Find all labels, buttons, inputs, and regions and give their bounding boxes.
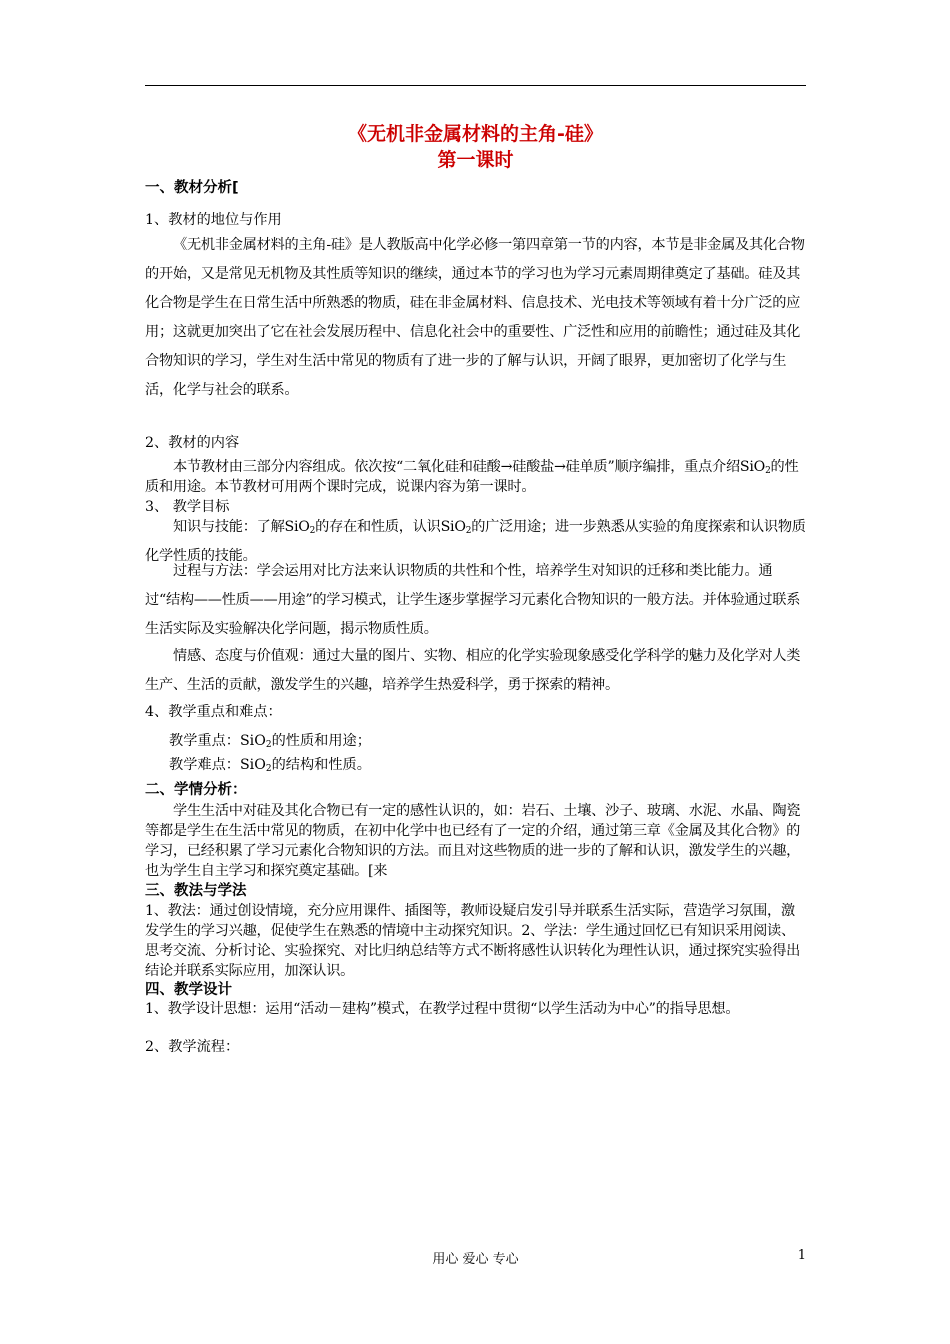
key-point: [145, 731, 806, 751]
footer-motto: 用心 爱心 专心: [432, 1252, 519, 1267]
text-span: 的广泛用途；进一步熟悉从实验的角度探索和认识物质化学性质的技能。: [145, 519, 806, 564]
text-span: 的存在和性质，认识SiO: [315, 519, 466, 535]
subheading-1-2: 2、教材的内容: [145, 435, 240, 451]
paragraph-3: 1、教法：通过创设情境，充分应用课件、插图等，教师设疑启发引导并联系生活实际，营造学习氛围，激发学生的学习兴趣，促使学生在熟悉的情境中主动探究知识。2、学法：学生通过回忆已有知识采用阅读、思考交流、分析讨论、实验探究、对比归纳总结等方式不断将感性认识转化为理性认识，通过探究实验得出结论并联系实际应用，加深认识。: [145, 903, 801, 979]
subscript: 2: [765, 466, 771, 476]
text-span: 本节教材由三部分内容组成。依次按“二氧化硅和硅酸→硅酸盐→硅单质”顺序编排，重点介绍SiO: [173, 459, 766, 475]
subheading-1-3: 3、 教学目标: [145, 499, 230, 515]
page-number: 1: [797, 1248, 806, 1263]
paragraph-1-1: 《无机非金属材料的主角-硅》是人教版高中化学必修一第四章第一节的内容，本节是非金属及其化合物的开始，又是常见无机物及其性质等知识的继续，通过本节的学习也为学习元素周期律奠定了基础。硅及其化合物是学生在日常生活中所熟悉的物质，硅在非金属材料、信息技术、光电技术等领域有着十分广泛的应用；这就更加突出了它在社会发展历程中、信息化社会中的重要性、广泛性和应用的前瞻性；通过硅及其化合物知识的学习，学生对生活中常见的物质有了进一步的了解与认识，开阔了眼界，更加密切了化学与生活，化学与社会的联系。: [145, 237, 805, 398]
section-heading-2: 二、学情分析：: [145, 782, 247, 798]
difficult-point: [145, 755, 806, 775]
text-span: 的性质和用途；: [271, 733, 371, 749]
paragraph-4-1: 1、教学设计思想：运用“活动－建构”模式，在教学过程中贯彻“以学生活动为中心”的指导思想。: [145, 1001, 740, 1017]
subscript: 2: [265, 764, 272, 774]
subscript: 2: [465, 526, 472, 536]
subheading-1-1: 1、教材的地位与作用: [145, 212, 282, 228]
paragraph-4-2: 2、教学流程：: [145, 1039, 240, 1055]
text-span: 教学重点：SiO: [169, 733, 266, 749]
document-subtitle: 第一课时: [437, 149, 514, 171]
subscript: 2: [265, 740, 272, 750]
page-footer: [145, 1248, 806, 1268]
paragraph-2: 学生生活中对硅及其化合物已有一定的感性认识的，如：岩石、土壤、沙子、玻璃、水泥、水晶、陶瓷等都是学生在生活中常见的物质，在初中化学中也已经有了一定的介绍，通过第三章《金属及其化合物》的学习，已经积累了学习元素化合物知识的方法。而且对这些物质的进一步的了解和认识，激发学生的兴趣，也为学生自主学习和探究奠定基础。[来: [145, 803, 801, 879]
section-heading-3: 三、教法与学法: [145, 883, 247, 899]
paragraph-process: 过程与方法：学会运用对比方法来认识物质的共性和个性，培养学生对知识的迁移和类比能力。通过“结构——性质——用途”的学习模式，让学生逐步掌握学习元素化合物知识的一般方法。并体验通过联系生活实际及实验解决化学问题，揭示物质性质。: [145, 563, 801, 637]
text-span: 教学难点：SiO: [169, 757, 266, 773]
paragraph-1-2: [145, 457, 806, 497]
section-heading-4: 四、教学设计: [145, 982, 232, 998]
paragraph-emotion: 情感、态度与价值观：通过大量的图片、实物、相应的化学实验现象感受化学科学的魅力及化学对人类生产、生活的贡献，激发学生的兴趣，培养学生热爱科学，勇于探索的精神。: [145, 648, 801, 693]
document-title: 《无机非金属材料的主角-硅》: [348, 123, 603, 145]
subheading-1-4: 4、教学重点和难点：: [145, 704, 282, 720]
text-span: 的结构和性质。: [271, 757, 371, 773]
header-rule: [145, 85, 806, 86]
section-heading-1: 一、教材分析[: [145, 180, 239, 196]
text-span: 的性质和用途。本节教材可用两个课时完成，说课内容为第一课时。: [145, 459, 799, 495]
text-span: 知识与技能：了解SiO: [173, 519, 310, 535]
subscript: 2: [309, 526, 316, 536]
